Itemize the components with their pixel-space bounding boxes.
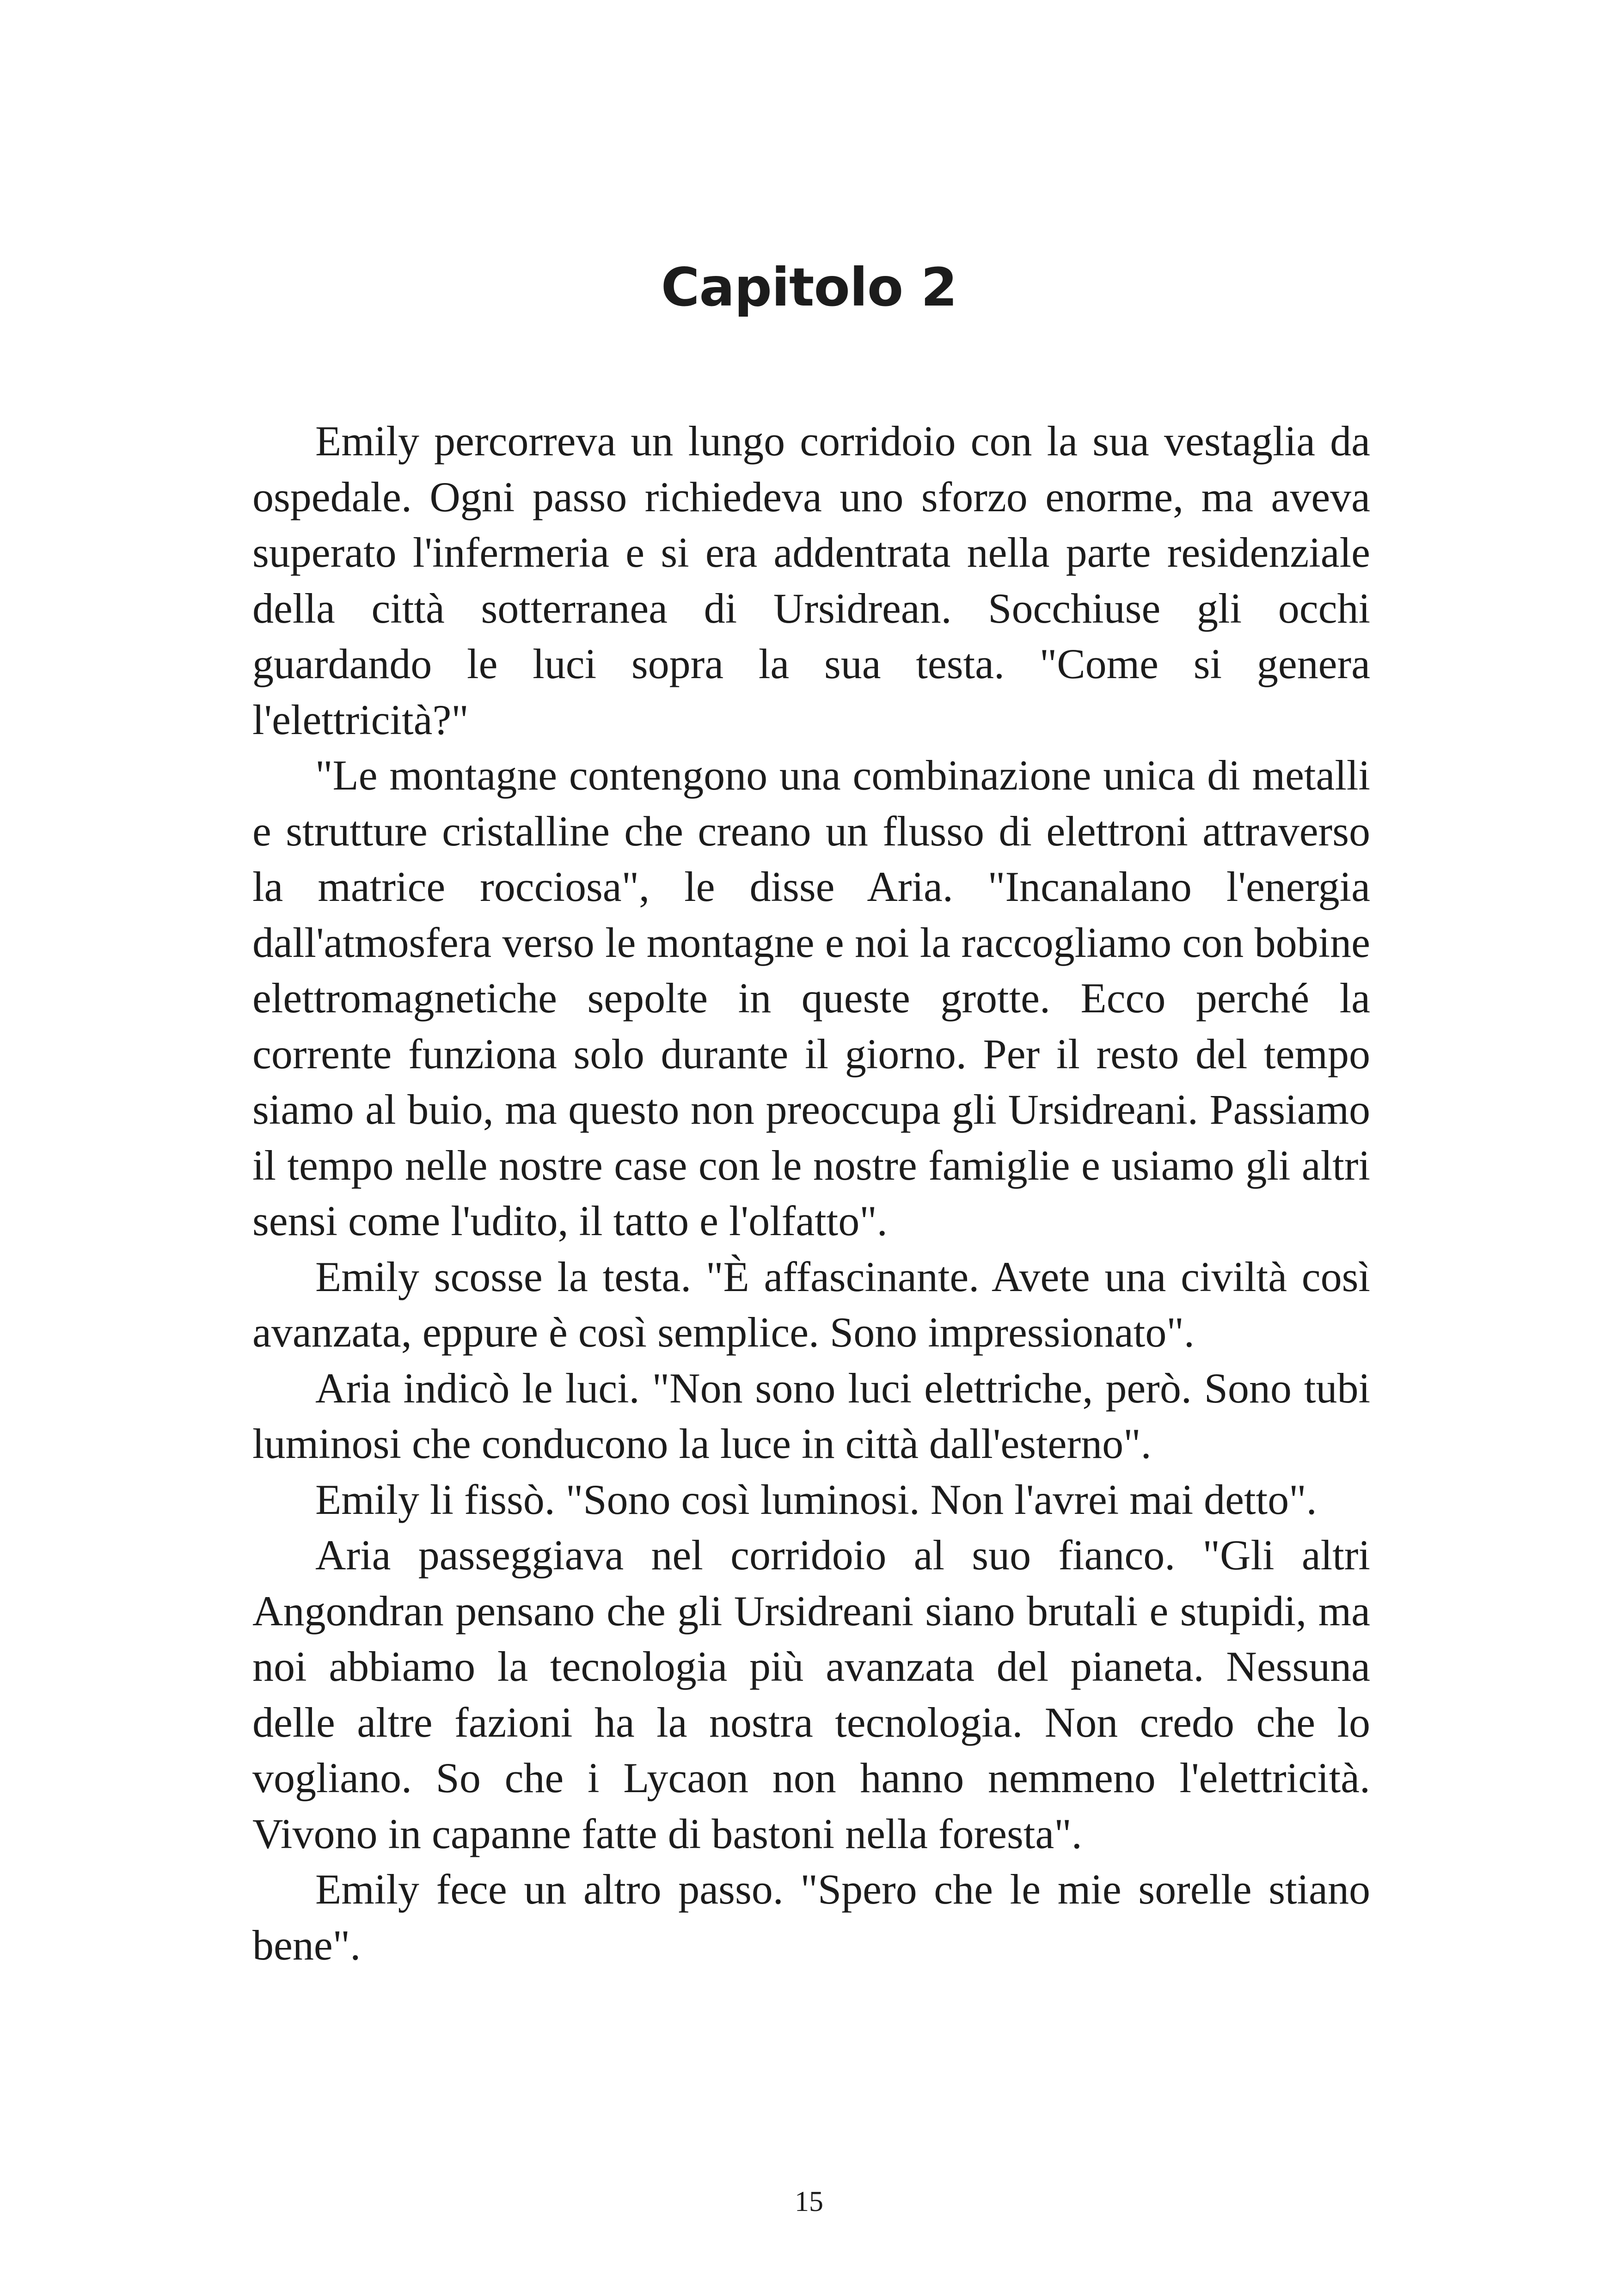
paragraph: Aria passeggiava nel corridoio al suo fianco. "Gli altri Angondran pensano che gli Ursidreani siano brutali e stupidi, ma noi abbiamo la tecnologia più avanzata del pianeta. Nessuna delle altre fazioni ha la nostra tecnologia. Non credo che lo vogliano. So che i Lycaon non hanno nemmeno l'elettricità. Vivono in capanne fatte di bastoni nella foresta". [252, 1531, 1370, 1857]
paragraph: Emily scosse la testa. "È affascinante. Avete una civiltà così avanzata, eppure è così semplice. Sono impressionato". [252, 1253, 1370, 1356]
paragraph: "Le montagne contengono una combinazione unica di metalli e strutture cristalline che creano un flusso di elettroni attraverso la matrice rocciosa", le disse Aria. "Incanalano l'energia dall'atmosfera verso le montagne e noi la raccogliamo con bobine elettromagnetiche sepolte in queste grotte. Ecco perché la corrente funziona solo durante il giorno. Per il resto del tempo siamo al buio, ma questo non preoccupa gli Ursidreani. Passiamo il tempo nelle nostre case con le nostre famiglie e usiamo gli altri sensi come l'udito, il tatto e l'olfatto". [252, 752, 1370, 1244]
paragraph: Emily li fissò. "Sono così luminosi. Non l'avrei mai detto". [315, 1476, 1317, 1523]
paragraph: Emily percorreva un lungo corridoio con la sua vestaglia da ospedale. Ogni passo richiedeva uno sforzo enorme, ma aveva superato l'infermeria e si era addentrata nella parte residenziale della città sotterranea di Ursidrean. Socchiuse gli occhi guardando le luci sopra la sua testa. "Come si genera l'elettricità?" [252, 417, 1370, 743]
paragraph: Emily fece un altro passo. "Spero che le mie sorelle stiano bene". [252, 1866, 1370, 1969]
page-number: 15 [795, 2186, 823, 2217]
chapter-title: Capitolo 2 [661, 257, 957, 318]
paragraph: Aria indicò le luci. "Non sono luci elettriche, però. Sono tubi luminosi che conducono la luce in città dall'esterno". [252, 1364, 1370, 1467]
chapter-body [252, 413, 1370, 1973]
